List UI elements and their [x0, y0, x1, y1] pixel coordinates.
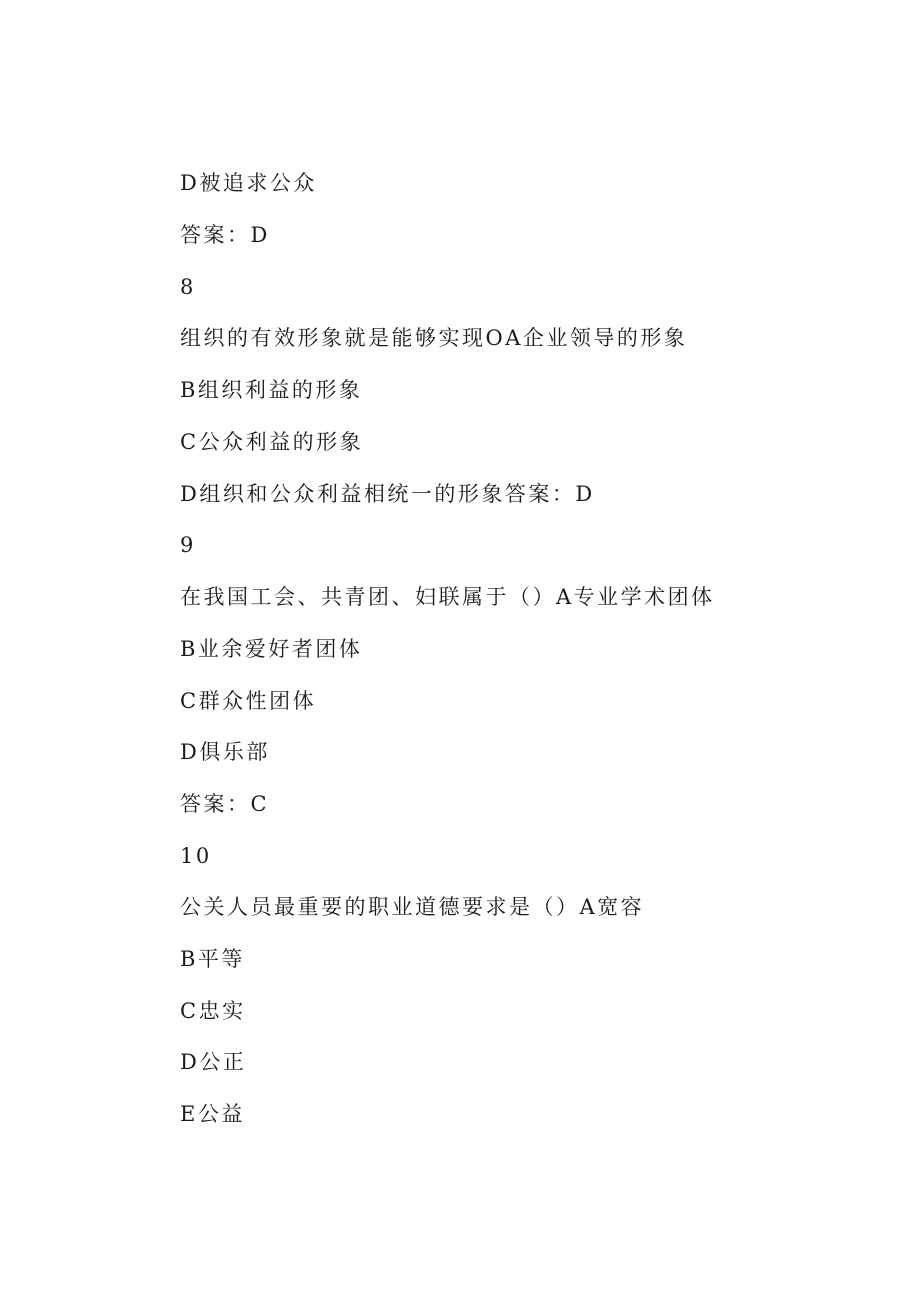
question-8-stem: 组织的有效形象就是能够实现OA企业领导的形象 [180, 326, 688, 350]
question-9-stem: 在我国工会、共青团、妇联属于（）A专业学术团体 [180, 585, 715, 609]
answer-q9: 答案：C [180, 792, 270, 816]
question-number-8: 8 [180, 275, 196, 299]
question-number-10: 10 [180, 844, 212, 868]
option-d-answer-q8: D组织和公众利益相统一的形象答案：D [180, 482, 595, 506]
option-b-q9: B业余爱好者团体 [180, 637, 363, 661]
option-c-q10: C忠实 [180, 999, 246, 1023]
option-c-q8: C公众利益的形象 [180, 430, 364, 454]
option-d-q9: D俱乐部 [180, 740, 270, 764]
option-c-q9: C群众性团体 [180, 689, 317, 713]
answer-q7: 答案：D [180, 223, 270, 247]
option-d-q7: D被追求公众 [180, 171, 317, 195]
question-number-9: 9 [180, 533, 196, 557]
option-d-q10: D公正 [180, 1050, 247, 1074]
option-b-q8: B组织利益的形象 [180, 378, 363, 402]
question-10-stem: 公关人员最重要的职业道德要求是（）A宽容 [180, 895, 645, 919]
option-e-q10: E公益 [180, 1102, 245, 1126]
option-b-q10: B平等 [180, 947, 245, 971]
